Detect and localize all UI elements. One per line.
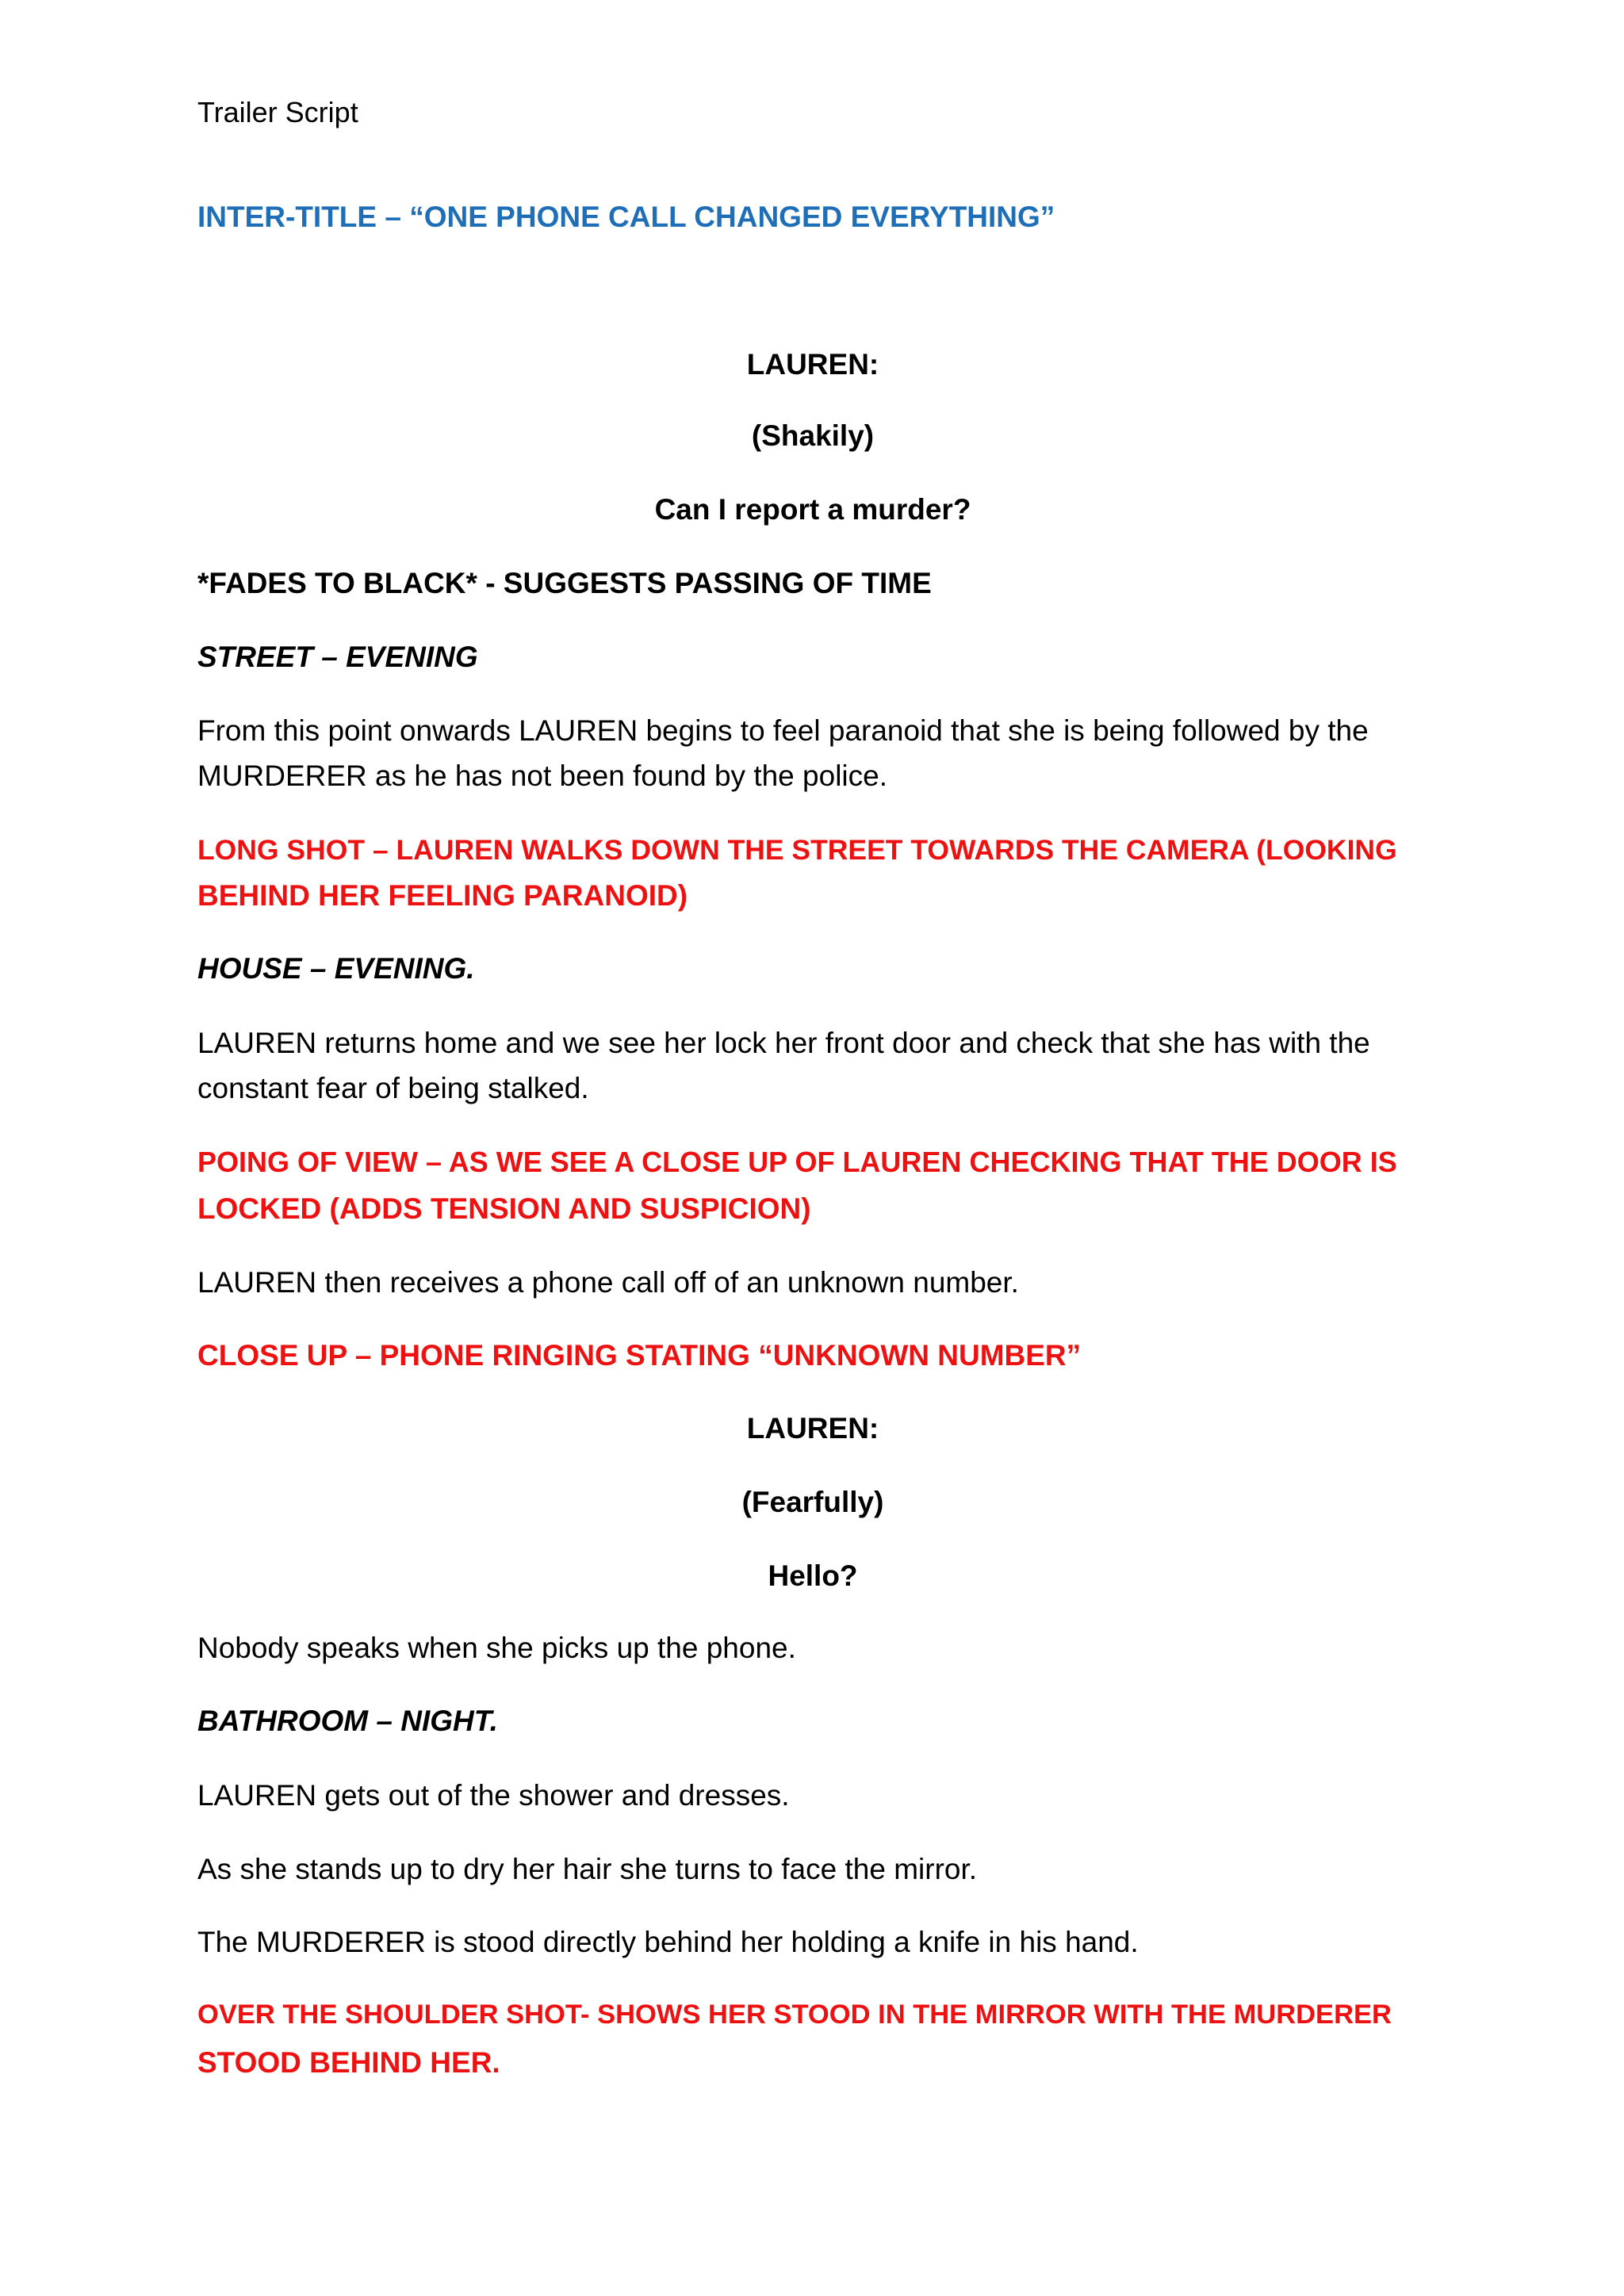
shot-direction: STOOD BEHIND HER. [197, 2046, 500, 2079]
dialogue-line: Hello? [768, 1559, 858, 1592]
action-line: Nobody speaks when she picks up the phone. [197, 1632, 796, 1664]
shot-direction: BEHIND HER FEELING PARANOID) [197, 879, 688, 912]
parenthetical: (Fearfully) [741, 1486, 884, 1518]
action-line: The MURDERER is stood directly behind her holding a knife in his hand. [197, 1926, 1139, 1958]
shot-direction: LONG SHOT – LAUREN WALKS DOWN THE STREET TOWARDS THE CAMERA (LOOKING [197, 834, 1397, 866]
parenthetical: (Shakily) [751, 419, 875, 452]
shot-direction: LOCKED (ADDS TENSION AND SUSPICION) [197, 1192, 811, 1225]
action-line: From this point onwards LAUREN begins to feel paranoid that she is being followed by the [197, 714, 1369, 747]
action-line: LAUREN returns home and we see her lock her front door and check that she has with the [197, 1027, 1370, 1059]
action-line: LAUREN then receives a phone call off of an unknown number. [197, 1266, 1019, 1299]
dialogue-line: Can I report a murder? [654, 493, 971, 526]
shot-direction: POING OF VIEW – AS WE SEE A CLOSE UP OF LAUREN CHECKING THAT THE DOOR IS [197, 1146, 1397, 1178]
shot-direction: OVER THE SHOULDER SHOT- SHOWS HER STOOD IN THE MIRROR WITH THE MURDERER [197, 1999, 1392, 2030]
action-line: constant fear of being stalked. [197, 1072, 589, 1104]
character-name: LAUREN: [746, 1412, 879, 1445]
scene-heading: BATHROOM – NIGHT. [197, 1705, 498, 1737]
action-line: MURDERER as he has not been found by the police. [197, 760, 887, 792]
shot-direction: CLOSE UP – PHONE RINGING STATING “UNKNOWN NUMBER” [197, 1339, 1082, 1372]
document-header: Trailer Script [197, 96, 358, 128]
action-line: As she stands up to dry her hair she turns to face the mirror. [197, 1853, 978, 1885]
action-line: LAUREN gets out of the shower and dresses. [197, 1779, 790, 1812]
inter-title: INTER-TITLE – “ONE PHONE CALL CHANGED EVERYTHING” [197, 201, 1055, 233]
scene-heading: STREET – EVENING [197, 641, 478, 673]
scene-heading: HOUSE – EVENING. [197, 952, 475, 985]
transition: *FADES TO BLACK* - SUGGESTS PASSING OF TIME [197, 567, 932, 599]
character-name: LAUREN: [746, 348, 879, 381]
